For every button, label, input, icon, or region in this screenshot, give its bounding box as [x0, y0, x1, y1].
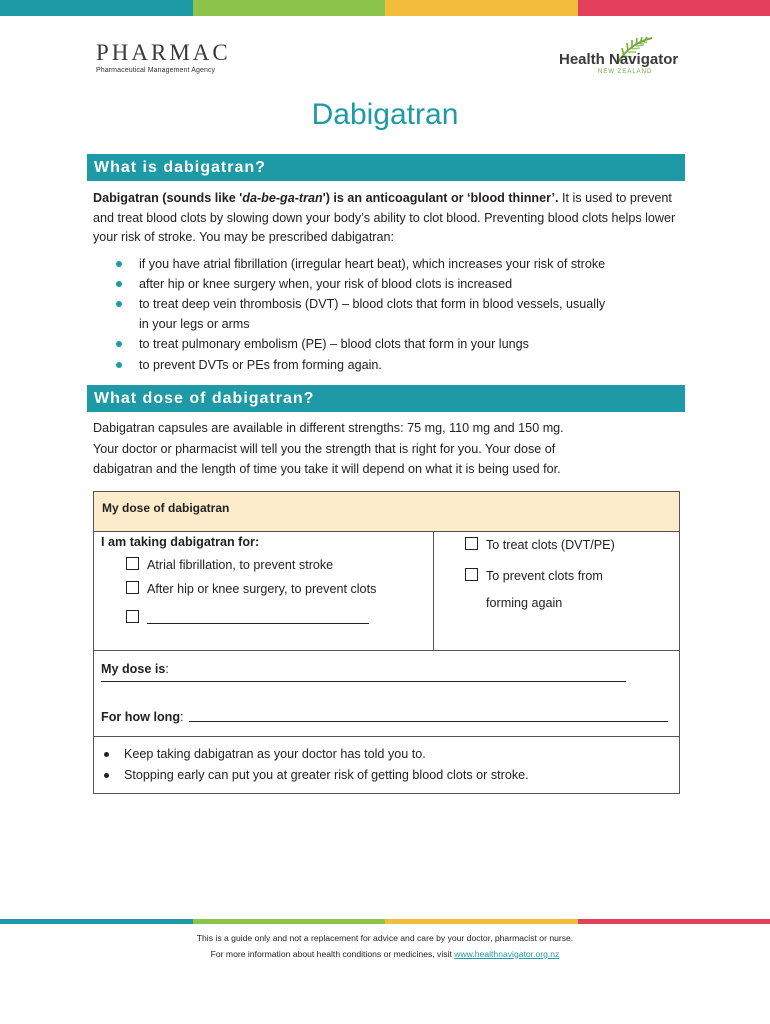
option-prevent-clots [465, 568, 603, 584]
bullet-dot-icon [116, 341, 122, 347]
health-navigator-name: Health Navigator [559, 51, 679, 68]
stripe-red [578, 0, 770, 16]
list-item [112, 334, 682, 354]
bullet-dot-icon [116, 301, 122, 307]
bullet-dot-icon [104, 773, 109, 778]
option-label: Atrial fibrillation, to prevent stroke [147, 558, 334, 572]
column-divider [433, 532, 434, 650]
footer-disclaimer: This is a guide only and not a replacement for advice and care by your doctor, pharmacist or nurse. [196, 933, 574, 943]
page-title: Dabigatran [311, 98, 459, 131]
how-long-label-text: For how long [101, 710, 181, 724]
stripe-teal [0, 919, 193, 924]
intro-pronunciation: da-be-ga-tran [242, 191, 323, 205]
checkbox-hip-knee-surgery[interactable] [126, 581, 139, 594]
option-treat-clots [465, 537, 615, 553]
list-item [100, 744, 670, 765]
stripe-green [193, 0, 386, 16]
pharmac-logo-subtitle: Pharmaceutical Management Agency [96, 67, 216, 74]
reminder-list [100, 744, 670, 786]
row-divider [94, 736, 679, 737]
option-label: After hip or knee surgery, to prevent clots [147, 582, 377, 596]
dose-paragraph-line: Your doctor or pharmacist will tell you the strength that is right for you. Your dose of [93, 441, 556, 456]
option-label: To prevent clots from [486, 569, 603, 583]
checkbox-atrial-fibrillation[interactable] [126, 557, 139, 570]
taking-for-label: I am taking dabigatran for: [101, 535, 260, 549]
stripe-green [193, 919, 386, 924]
option-atrial-fibrillation [126, 557, 333, 573]
list-item [112, 355, 682, 375]
list-item-text: if you have atrial fibrillation (irregular heart beat), which increases your risk of stroke [139, 257, 606, 271]
dose-paragraph [93, 418, 683, 480]
bullet-dot-icon [116, 281, 122, 287]
pharmac-logo-name: PHARMAC [96, 40, 231, 65]
list-item-text-continued: in your legs or arms [139, 317, 250, 331]
health-navigator-logo [556, 36, 696, 80]
list-item-text: Keep taking dabigatran as your doctor has told you to. [124, 747, 426, 761]
list-item-text: to prevent DVTs or PEs from forming again. [139, 358, 382, 372]
health-navigator-country: NEW ZEALAND [598, 69, 653, 75]
stripe-teal [0, 0, 193, 16]
top-color-stripe [0, 0, 770, 16]
how-long-input[interactable] [189, 708, 668, 722]
list-item [112, 254, 682, 274]
list-item [100, 765, 670, 786]
footer-more-info-text: For more information about health conditions or medicines, visit [210, 948, 455, 959]
bullet-dot-icon [104, 752, 109, 757]
option-prevent-clots-continued: forming again [486, 596, 563, 610]
intro-bold-a: Dabigatran (sounds like ' [93, 191, 243, 205]
bullet-dot-icon [116, 362, 122, 368]
stripe-yellow [385, 919, 578, 924]
stripe-red [578, 919, 770, 924]
intro-bold-b: ') is an anticoagulant or ‘blood thinner’. [322, 191, 559, 205]
dose-paragraph-line: dabigatran and the length of time you take it will depend on what it is being used for. [93, 462, 561, 476]
how-long-label [101, 709, 184, 725]
list-item [112, 274, 682, 294]
footer-color-stripe [0, 919, 770, 924]
option-hip-knee-surgery [126, 581, 376, 597]
intro-paragraph [93, 189, 683, 248]
footer-more-info [0, 947, 770, 963]
option-other [126, 610, 369, 626]
checkbox-prevent-clots[interactable] [465, 568, 478, 581]
row-divider [94, 650, 679, 651]
list-item-text: to treat deep vein thrombosis (DVT) – blood clots that form in blood vessels, usually [139, 297, 606, 311]
health-navigator-link[interactable]: www.healthnavigator.org.nz [454, 948, 560, 959]
section-heading-what-dose: What dose of dabigatran? [87, 385, 685, 412]
my-dose-input[interactable] [101, 681, 626, 682]
intro-rest: It is used to prevent and treat blood clots by slowing down your body’s ability to clot blood. Preventing blood clots helps lower your risk of stroke. You may be prescribed dabigatran: [93, 191, 676, 244]
my-dose-table-header: My dose of dabigatran [94, 492, 679, 532]
my-dose-table [93, 491, 680, 794]
footer [0, 931, 770, 962]
list-item [112, 294, 682, 334]
my-dose-label [101, 661, 169, 677]
option-label: To treat clots (DVT/PE) [486, 538, 615, 552]
checkbox-other[interactable] [126, 610, 139, 623]
list-item-text: to treat pulmonary embolism (PE) – blood clots that form in your lungs [139, 337, 529, 351]
list-item-text: Stopping early can put you at greater risk of getting blood clots or stroke. [124, 768, 529, 782]
list-item-text: after hip or knee surgery when, your risk of blood clots is increased [139, 277, 513, 291]
section-heading-what-is: What is dabigatran? [87, 154, 685, 181]
bullet-dot-icon [116, 261, 122, 267]
indication-list [112, 254, 682, 375]
my-dose-colon: : [165, 662, 169, 676]
pharmac-logo [96, 42, 231, 74]
how-long-colon: : [180, 710, 184, 724]
checkbox-treat-clots[interactable] [465, 537, 478, 550]
other-reason-input[interactable] [147, 623, 369, 624]
my-dose-label-text: My dose is [101, 662, 166, 676]
stripe-yellow [385, 0, 578, 16]
dose-paragraph-line: Dabigatran capsules are available in different strengths: 75 mg, 110 mg and 150 mg. [93, 421, 564, 435]
